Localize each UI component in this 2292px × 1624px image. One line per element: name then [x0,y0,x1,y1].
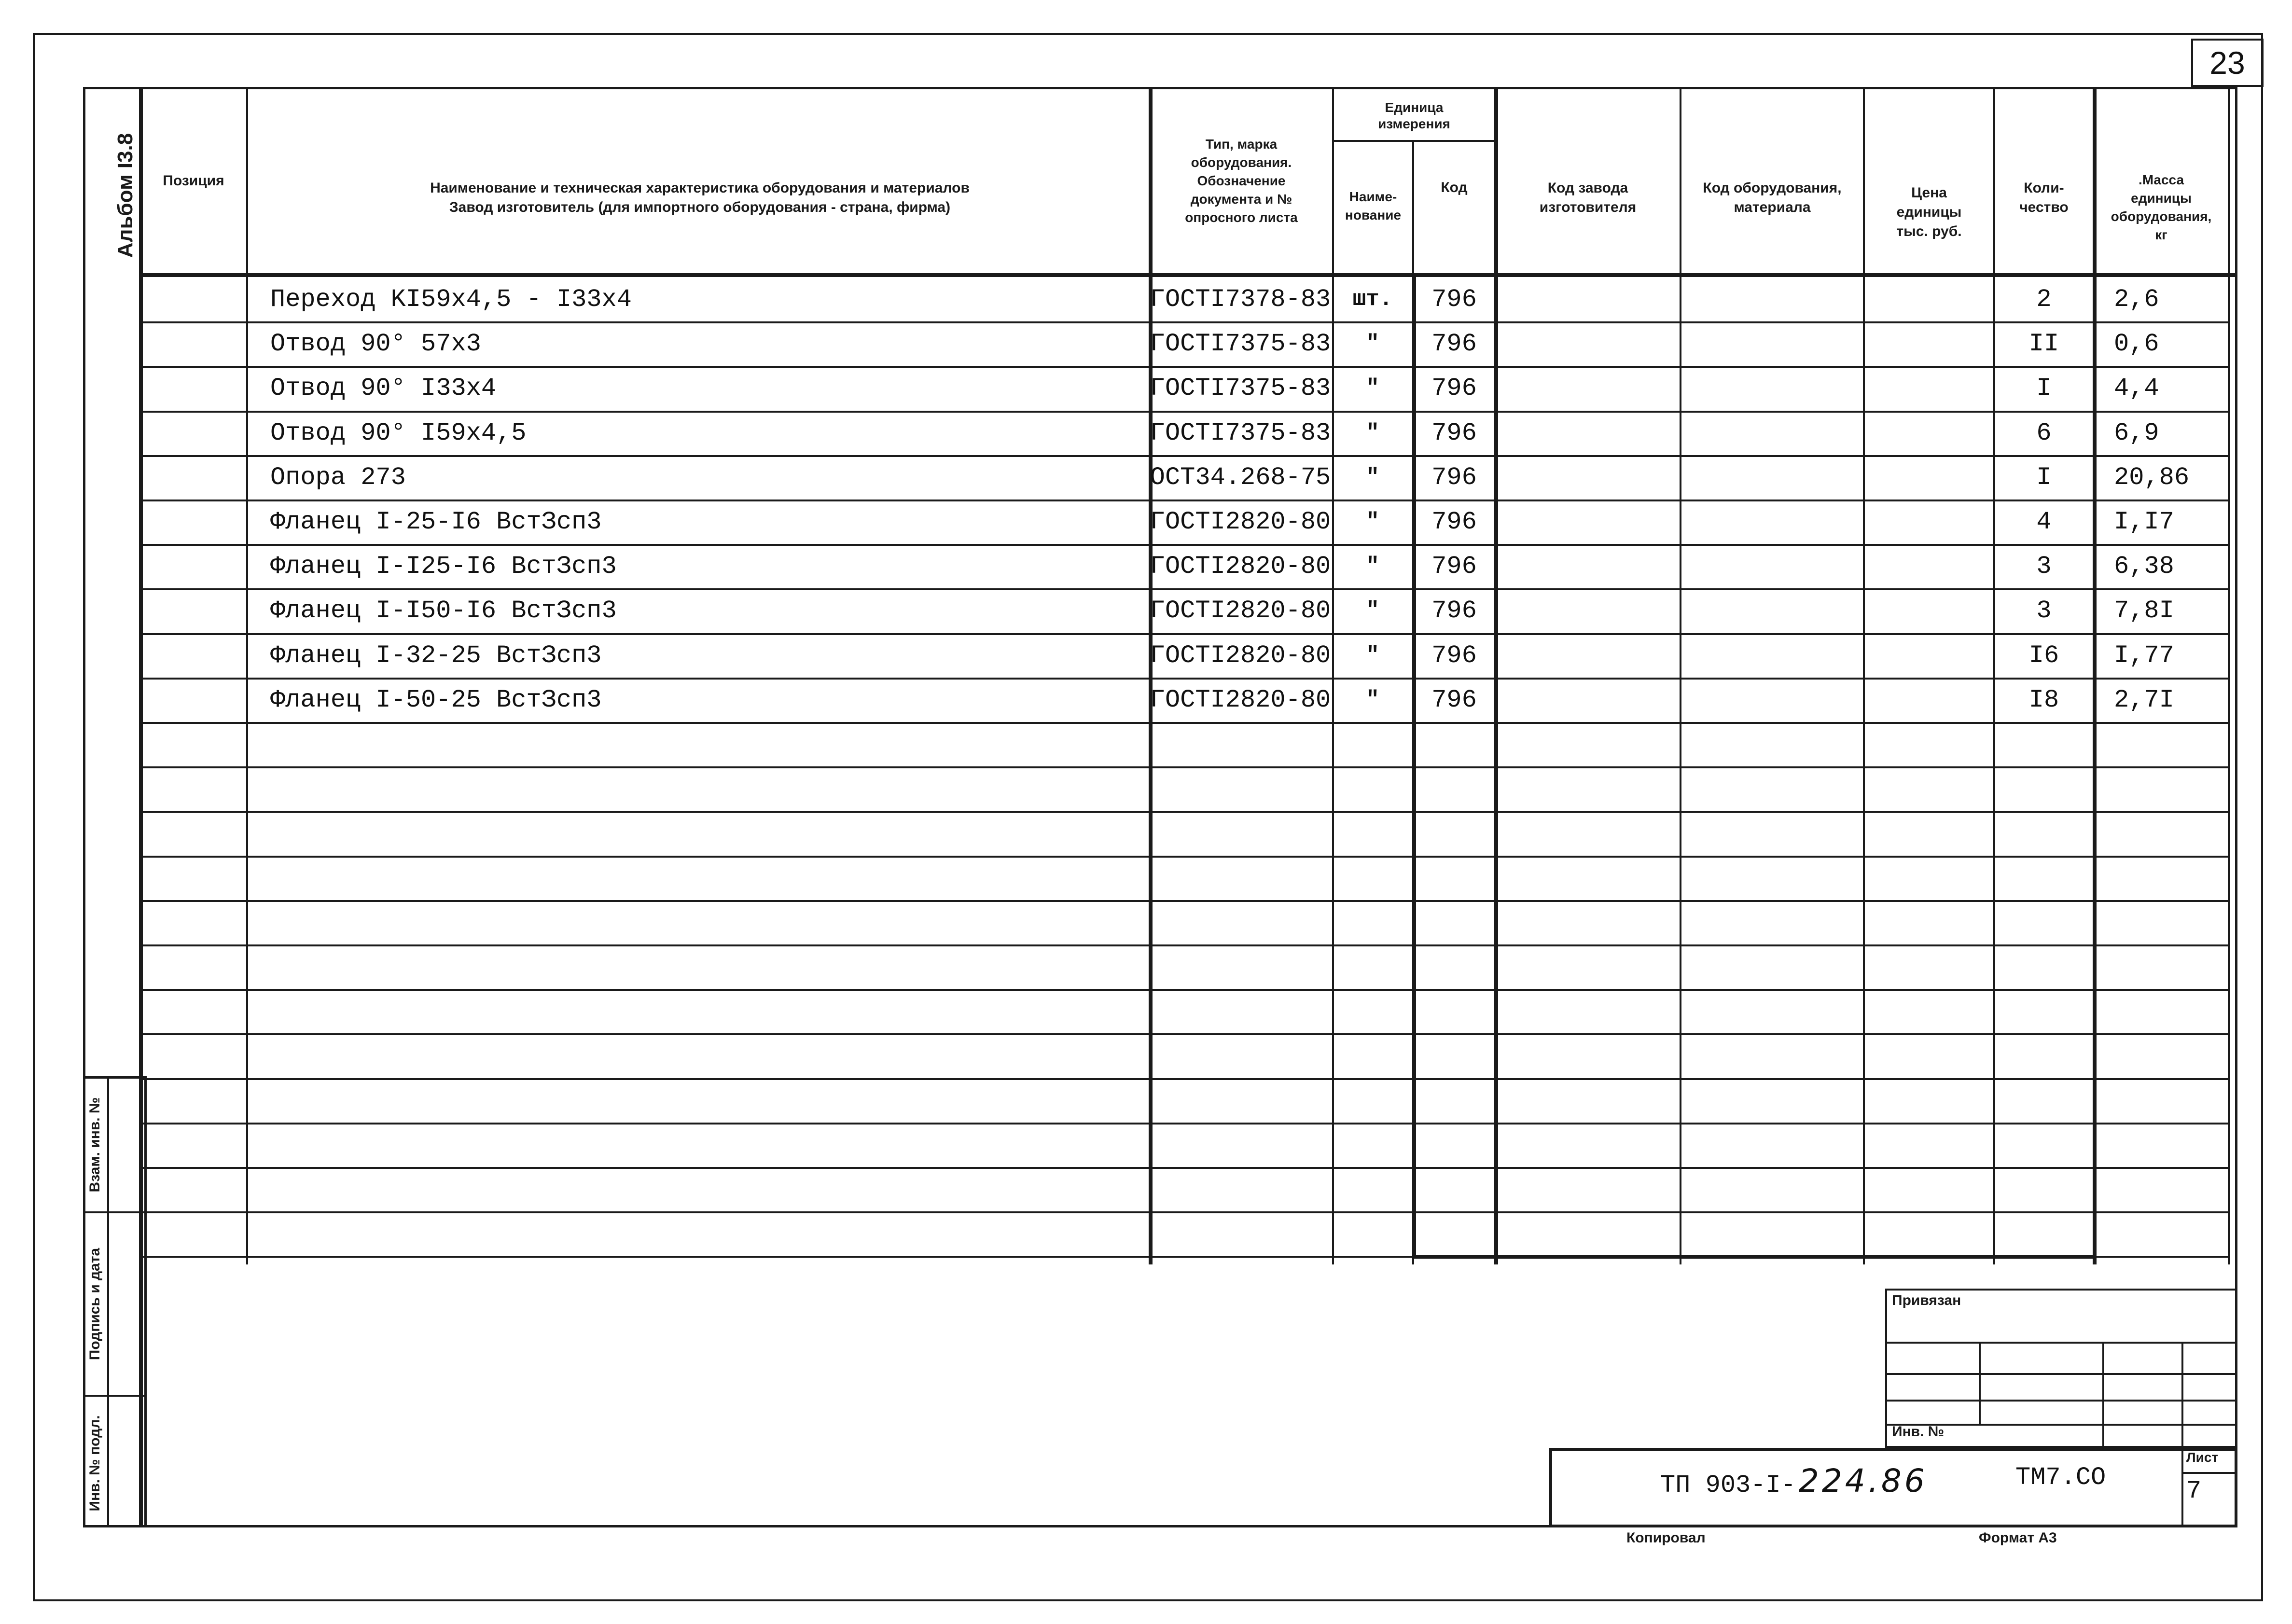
cell-name: Фланец I-50-25 ВстЗсп3 [270,685,602,714]
row-line [141,1167,2228,1169]
cell-qty: I6 [2028,641,2059,670]
privyazan-line-3 [1885,1400,2237,1402]
row-line [141,811,2228,813]
row-line [141,1123,2228,1124]
cell-name: Отвод 90° I59x4,5 [270,418,527,447]
cell-unit: " [1366,465,1379,490]
footer-kopiroval: Копировал [1626,1530,1706,1546]
header-name: Наименование и техническая характеристика оборудования и материалов Завод изготовитель (для импортного оборудования - страна, фирма) [430,180,970,215]
cell-code: 796 [1431,285,1477,314]
cell-doc: ГОСТI2820-80 [1150,507,1331,536]
side-stamp-inv-podl: Инв. № подл. [87,1415,103,1512]
list-label: Лист [2186,1450,2219,1465]
sheet-number-top: 23 [2209,45,2245,81]
cell-name: Отвод 90° 57x3 [270,329,481,358]
doc-code-prefix: ТП 903-I- [1660,1471,1796,1499]
cell-doc: ОСТ34.268-75 [1150,463,1331,492]
cell-doc: ГОСТI2820-80 [1150,552,1331,581]
cell-code: 796 [1431,374,1477,403]
cell-code: 796 [1431,329,1477,358]
cell-qty: 3 [2036,552,2052,581]
cell-qty: II [2028,329,2059,358]
row-line [141,766,2228,768]
cell-qty: I [2036,374,2052,403]
cell-mass: 6,9 [2114,418,2159,447]
cell-qty: I8 [2028,685,2059,714]
cell-qty: 4 [2036,507,2052,536]
cell-mass: I,77 [2114,641,2174,670]
cell-name: Фланец I-32-25 ВстЗсп3 [270,641,602,670]
row-line [141,1211,2228,1213]
cell-unit: " [1366,687,1379,712]
row-line [141,900,2228,902]
cell-doc: ГОСТI7378-83 [1150,285,1331,314]
doc-code [1660,1462,1928,1499]
cell-unit: " [1366,643,1379,668]
cell-unit: " [1366,554,1379,579]
row-line [141,989,2228,991]
row-line [141,1033,2228,1035]
list-box-hline [2181,1472,2237,1474]
header-unit-name: Наиме- нование [1345,189,1402,222]
header-price: Цена единицы тыс. руб. [1896,185,1962,239]
row-line [141,722,2228,724]
cell-mass: 4,4 [2114,374,2159,403]
list-box-line [2181,1448,2183,1527]
privyazan-line-2 [1885,1373,2237,1375]
privyazan-label: Привязан [1892,1292,1961,1308]
list-number: 7 [2186,1477,2202,1505]
header-factory-code: Код завода изготовителя [1539,180,1637,215]
cell-mass: 7,8I [2114,596,2174,625]
cell-code: 796 [1431,507,1477,536]
header-position: Позиция [163,173,224,189]
privyazan-vline-2 [2102,1342,2104,1448]
footer-format: Формат А3 [1979,1530,2057,1546]
cell-unit: шт. [1352,287,1393,312]
cell-unit: " [1366,331,1379,356]
cell-doc: ГОСТI2820-80 [1150,596,1331,625]
cell-code: 796 [1431,418,1477,447]
row-line [141,1256,2228,1258]
privyazan-vline-3 [2181,1342,2183,1448]
cell-mass: 0,6 [2114,329,2159,358]
side-stamp-line-1 [83,1211,147,1213]
cell-doc: ГОСТI7375-83 [1150,329,1331,358]
cell-unit: " [1366,420,1379,445]
doc-code-handwritten: 224.86 [1798,1462,1928,1499]
cell-doc: ГОСТI2820-80 [1150,641,1331,670]
cell-name: Отвод 90° I33x4 [270,374,497,403]
cell-mass: I,I7 [2114,507,2174,536]
header-quantity: Коли- чество [2019,180,2069,215]
col-line-1 [246,87,248,1264]
cell-code: 796 [1431,463,1477,492]
header-equipment-code: Код оборудования, материала [1703,180,1842,215]
cell-unit: " [1366,509,1379,534]
inv-no-label: Инв. № [1892,1424,1945,1440]
album-label: Альбом I3.8 [113,133,137,258]
cell-name: Фланец I-25-I6 ВстЗсп3 [270,507,602,536]
cell-doc: ГОСТI7375-83 [1150,418,1331,447]
cell-qty: 2 [2036,285,2052,314]
cell-code: 796 [1431,685,1477,714]
cell-name: Фланец I-I50-I6 ВстЗсп3 [270,596,617,625]
cell-qty: I [2036,463,2052,492]
cell-qty: 3 [2036,596,2052,625]
cell-code: 796 [1431,641,1477,670]
cell-code: 796 [1431,552,1477,581]
side-stamp-vline [107,1076,109,1527]
cell-name: Переход KI59x4,5 - I33x4 [270,285,632,314]
cell-unit: " [1366,598,1379,623]
cell-mass: 2,7I [2114,685,2174,714]
cell-doc: ГОСТI7375-83 [1150,374,1331,403]
header-mass: .Масса единицы оборудования, кг [2111,172,2212,242]
cell-qty: 6 [2036,418,2052,447]
cell-mass: 2,6 [2114,285,2159,314]
cell-unit: " [1366,375,1379,401]
privyazan-vline-1 [1979,1342,1981,1424]
row-line [141,944,2228,946]
header-unit-group: Единица измерения [1378,100,1450,131]
cell-code: 796 [1431,596,1477,625]
cell-mass: 20,86 [2114,463,2190,492]
cell-mass: 6,38 [2114,552,2174,581]
header-unit-code: Код [1441,180,1468,195]
doc-mark: ТМ7.СО [2015,1463,2106,1492]
header-type-mark: Тип, марка оборудования. Обозначение документа и № опросного листа [1185,137,1298,225]
cell-name: Фланец I-I25-I6 ВстЗсп3 [270,552,617,581]
side-stamp-vzam: Взам. инв. № [87,1097,103,1193]
side-stamp-podpis: Подпись и дата [87,1248,103,1360]
row-line [141,1078,2228,1080]
col-line-10 [2228,87,2230,1264]
cell-doc: ГОСТI2820-80 [1150,685,1331,714]
row-line [141,856,2228,858]
privyazan-line-1 [1885,1342,2237,1344]
cell-name: Опора 273 [270,463,406,492]
